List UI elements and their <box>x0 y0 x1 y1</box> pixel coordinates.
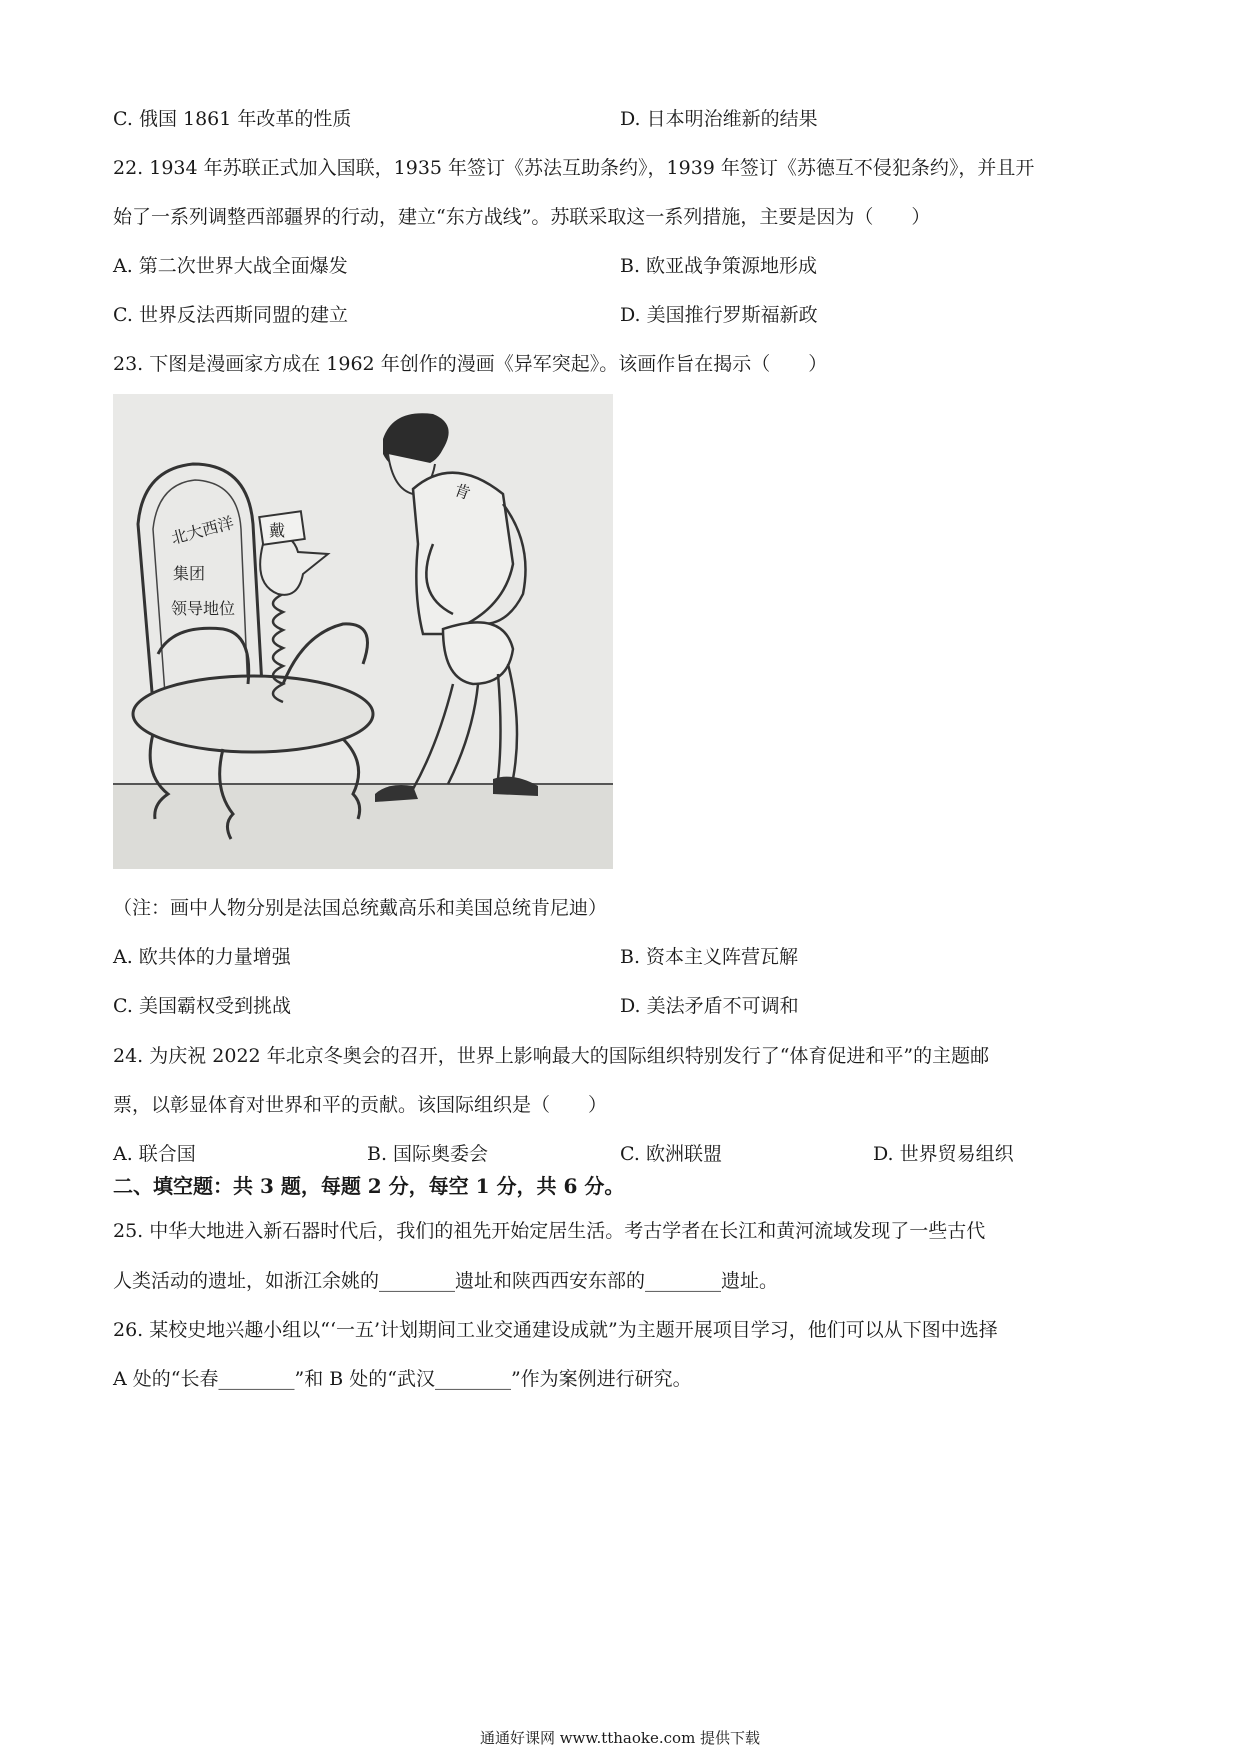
q26-line1: 26. 某校史地兴趣小组以“‘一五’计划期间工业交通建设成就”为主题开展项目学习，他们可以从下图中选择 <box>113 1319 998 1341</box>
q24-option-b: B. 国际奥委会 <box>367 1143 489 1165</box>
q21-option-d: D. 日本明治维新的结果 <box>620 108 818 130</box>
q21-option-c: C. 俄国 1861 年改革的性质 <box>113 108 352 130</box>
q24-stem-line1: 24. 为庆祝 2022 年北京冬奥会的召开，世界上影响最大的国际组织特别发行了“体育促进和平”的主题邮 <box>113 1045 990 1067</box>
q23-note: （注：画中人物分别是法国总统戴高乐和美国总统肯尼迪） <box>113 897 608 919</box>
q22-option-a: A. 第二次世界大战全面爆发 <box>113 255 348 277</box>
q22-stem-line2: 始了一系列调整西部疆界的行动，建立“东方战线”。苏联采取这一系列措施，主要是因为（ ） <box>113 206 931 228</box>
q25-line2: 人类活动的遗址，如浙江余姚的________遗址和陕西西安东部的________遗址。 <box>113 1270 779 1292</box>
section2-heading: 二、填空题：共 3 题，每题 2 分，每空 1 分，共 6 分。 <box>113 1174 625 1198</box>
page-footer: 通通好课网 www.tthaoke.com 提供下载 <box>479 1729 761 1747</box>
chair-text <box>169 513 236 618</box>
q22-option-d: D. 美国推行罗斯福新政 <box>620 304 818 326</box>
q23-option-d: D. 美法矛盾不可调和 <box>620 995 799 1017</box>
q23-cartoon-image <box>113 394 613 869</box>
chair-text-line2: 集团 <box>173 564 206 583</box>
q23-option-a: A. 欧共体的力量增强 <box>113 946 291 968</box>
q24-option-a: A. 联合国 <box>113 1143 196 1165</box>
q24-stem-line2: 票，以彰显体育对世界和平的贡献。该国际组织是（ ） <box>113 1094 608 1116</box>
chair-text-line1: 北大西洋 <box>169 512 236 548</box>
q25-line1: 25. 中华大地进入新石器时代后，我们的祖先开始定居生活。考古学者在长江和黄河流域发现了一些古代 <box>113 1220 986 1242</box>
q23-stem: 23. 下图是漫画家方成在 1962 年创作的漫画《异军突起》。该画作旨在揭示（ ） <box>113 353 828 375</box>
q26-line2: A 处的“长春________”和 B 处的“武汉________”作为案例进行研究。 <box>113 1368 692 1390</box>
q23-option-c: C. 美国霸权受到挑战 <box>113 995 291 1017</box>
q22-option-b: B. 欧亚战争策源地形成 <box>620 255 818 277</box>
q22-stem-line1: 22. 1934 年苏联正式加入国联，1935 年签订《苏法互助条约》，1939 年签订《苏德互不侵犯条约》，并且开 <box>113 157 1035 179</box>
back-text: 肯 <box>451 479 474 504</box>
hat-text: 戴 <box>269 521 286 540</box>
q24-option-c: C. 欧洲联盟 <box>620 1143 722 1165</box>
q23-option-b: B. 资本主义阵营瓦解 <box>620 946 799 968</box>
chair-text-line3: 领导地位 <box>171 599 236 618</box>
q22-option-c: C. 世界反法西斯同盟的建立 <box>113 304 348 326</box>
q24-option-d: D. 世界贸易组织 <box>873 1143 1014 1165</box>
